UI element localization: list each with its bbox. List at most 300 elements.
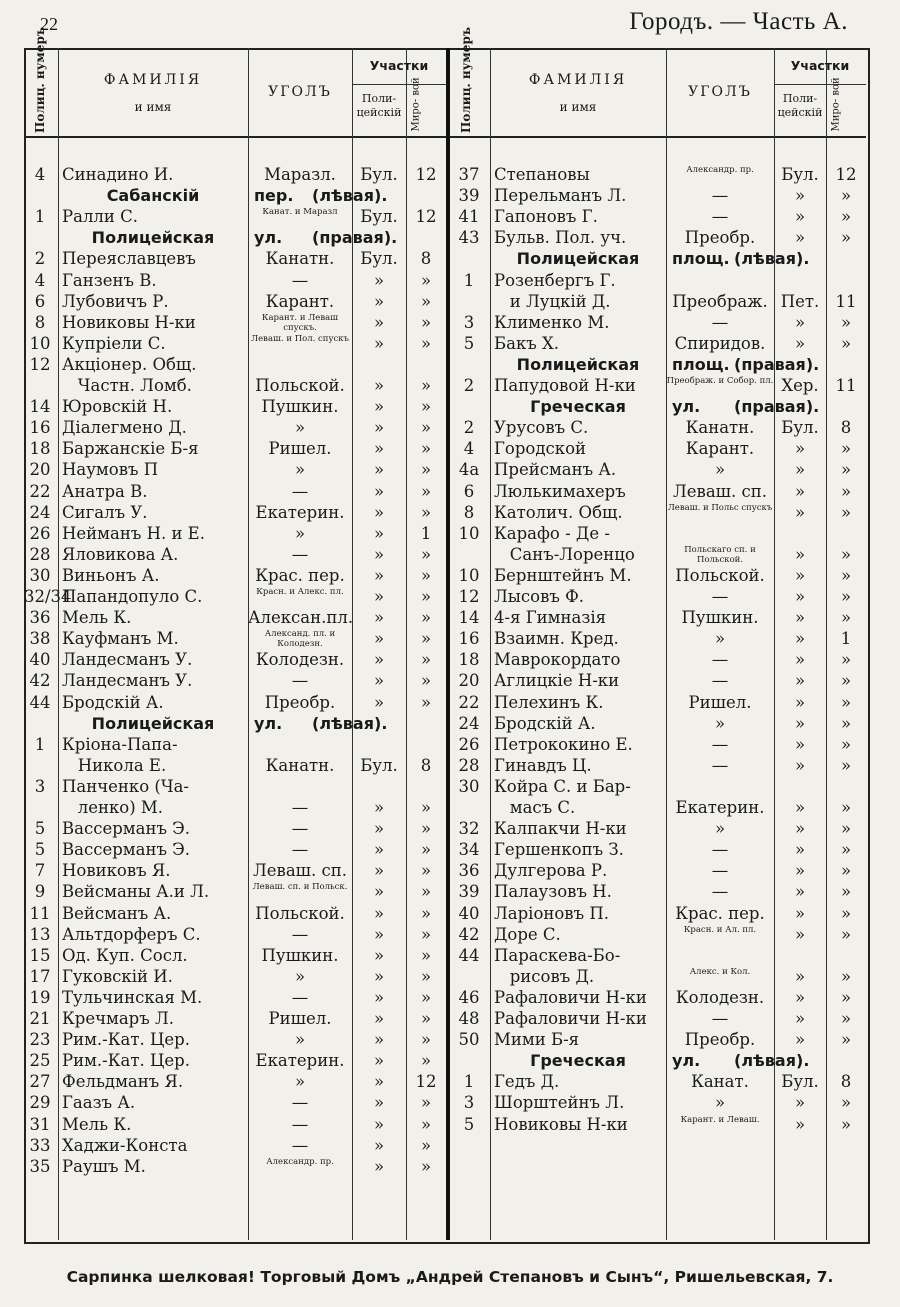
magistrate-district: » — [840, 460, 852, 479]
table-row — [0, 565, 900, 587]
section-side: (лѣвая). — [312, 714, 388, 733]
corner-street: Карант. и Леваш спускъ. — [261, 313, 339, 333]
police-district: » — [373, 882, 385, 901]
corner-street: — — [711, 861, 729, 880]
owner-name: Діалегмено Д. — [62, 418, 187, 437]
magistrate-district: » — [840, 482, 852, 501]
house-number: 33 — [29, 1136, 51, 1155]
police-district: » — [373, 608, 385, 627]
house-number: 4а — [458, 460, 480, 479]
table-row — [0, 291, 900, 313]
owner-name: Бульв. Пол. уч. — [494, 228, 627, 247]
table-row — [0, 818, 900, 840]
table-row — [0, 1092, 900, 1114]
police-district: Бул. — [781, 1072, 819, 1091]
magistrate-district: » — [420, 840, 432, 859]
table-row — [0, 1135, 900, 1157]
table-row — [0, 312, 900, 334]
police-district: Бул. — [781, 165, 819, 184]
magistrate-district: » — [420, 566, 432, 585]
police-district: » — [794, 503, 806, 522]
house-number: 1 — [463, 271, 475, 290]
owner-name: Городской — [494, 439, 586, 458]
owner-name: Сигалъ У. — [62, 503, 148, 522]
right-uchastki-rule — [774, 84, 866, 85]
police-district: » — [373, 271, 385, 290]
police-district: » — [794, 840, 806, 859]
corner-street: Крас. пер. — [675, 904, 765, 923]
section-side: (правая). — [312, 228, 398, 247]
right-header-police: Поли- цейскій — [777, 92, 823, 119]
magistrate-district: 12 — [415, 207, 437, 226]
owner-name: Рафаловичи Н-ки — [494, 1009, 647, 1028]
house-number: 25 — [29, 1051, 51, 1070]
police-district: » — [373, 1030, 385, 1049]
section-side: (лѣвая). — [312, 186, 388, 205]
magistrate-district: » — [420, 946, 432, 965]
police-district: » — [373, 587, 385, 606]
police-district: » — [373, 693, 385, 712]
corner-street: Канатн. — [685, 418, 755, 437]
owner-name: Нейманъ Н. и Е. — [62, 524, 205, 543]
police-district: » — [373, 904, 385, 923]
magistrate-district: » — [840, 439, 852, 458]
owner-name: Купріели С. — [62, 334, 166, 353]
owner-name: Параскева-Бо- — [494, 946, 621, 965]
corner-street: — — [711, 882, 729, 901]
house-number: 5 — [34, 840, 46, 859]
corner-street: Пушкин. — [261, 397, 339, 416]
magistrate-district: » — [420, 1115, 432, 1134]
police-district: » — [794, 1009, 806, 1028]
owner-name: Мель К. — [62, 608, 132, 627]
table-row — [0, 692, 900, 714]
table-row — [0, 1156, 900, 1178]
table-row — [0, 734, 900, 756]
owner-name: Палаузовъ Н. — [494, 882, 612, 901]
police-district: » — [373, 650, 385, 669]
table-row — [0, 1071, 900, 1093]
corner-street: Ришел. — [268, 1009, 332, 1028]
house-number: 14 — [458, 608, 480, 627]
owner-name: Степановы — [494, 165, 590, 184]
left-header-police: Поли- цейскій — [356, 92, 402, 119]
house-number: 5 — [34, 819, 46, 838]
table-row — [0, 523, 900, 545]
house-number: 16 — [29, 418, 51, 437]
table-row — [0, 649, 900, 671]
magistrate-district: » — [420, 904, 432, 923]
police-district: Бул. — [360, 249, 398, 268]
magistrate-district: » — [840, 186, 852, 205]
house-number: 19 — [29, 988, 51, 1007]
section-street: Полицейская — [516, 249, 640, 268]
magistrate-district: » — [420, 292, 432, 311]
house-number: 26 — [29, 524, 51, 543]
police-district: » — [373, 460, 385, 479]
magistrate-district: 12 — [835, 165, 857, 184]
police-district: » — [373, 376, 385, 395]
owner-name: Шорштейнъ Л. — [494, 1093, 625, 1112]
owner-name: Гинавдъ Ц. — [494, 756, 592, 775]
magistrate-district: » — [420, 819, 432, 838]
footer-advert: Сарпинка шелковая! Торговый Домъ „Андрей Степановъ и Сынъ“, Ришельевская, 7. — [66, 1268, 834, 1286]
owner-name: Бернштейнъ М. — [494, 566, 632, 585]
magistrate-district: » — [420, 376, 432, 395]
magistrate-district: » — [840, 207, 852, 226]
owner-name: Гуковскій И. — [62, 967, 173, 986]
house-number: 42 — [458, 925, 480, 944]
police-district: » — [794, 988, 806, 1007]
table-row — [0, 544, 900, 566]
section-type: площ. — [672, 249, 730, 268]
police-district: Бул. — [360, 207, 398, 226]
house-number: 35 — [29, 1157, 51, 1176]
corner-street: » — [714, 714, 726, 733]
owner-name: ленко) М. — [62, 798, 164, 817]
police-district: » — [373, 1136, 385, 1155]
owner-name: Яловикова А. — [62, 545, 179, 564]
section-type: площ. — [672, 355, 730, 374]
police-district: » — [794, 439, 806, 458]
corner-street: Екатерин. — [675, 798, 765, 817]
police-district: » — [373, 819, 385, 838]
corner-street: » — [294, 967, 306, 986]
owner-name: Санъ-Лоренцо — [494, 545, 635, 564]
corner-street: Леваш. и Пол. спускъ — [251, 334, 349, 344]
house-number: 5 — [463, 1115, 475, 1134]
owner-name: Люлькимахеръ — [494, 482, 626, 501]
corner-street: — — [291, 925, 309, 944]
section-type: ул. — [672, 1051, 701, 1070]
police-district: » — [794, 587, 806, 606]
house-number: 24 — [29, 503, 51, 522]
owner-name: 4-я Гимназія — [494, 608, 607, 627]
owner-name: масъ С. — [494, 798, 576, 817]
corner-street: Карант. — [685, 439, 755, 458]
section-side: (правая). — [734, 397, 820, 416]
corner-street: — — [711, 313, 729, 332]
section-type: ул. — [254, 714, 283, 733]
house-number: 17 — [29, 967, 51, 986]
section-street: Полицейская — [516, 355, 640, 374]
police-district: » — [794, 798, 806, 817]
corner-street: — — [711, 650, 729, 669]
magistrate-district: » — [420, 671, 432, 690]
house-number: 4 — [463, 439, 475, 458]
police-district: » — [794, 714, 806, 733]
house-number: 22 — [29, 482, 51, 501]
house-number: 8 — [34, 313, 46, 332]
magistrate-district: » — [420, 418, 432, 437]
corner-street: Карант. и Леваш. — [680, 1115, 760, 1125]
house-number: 4 — [34, 271, 46, 290]
police-district: » — [794, 1030, 806, 1049]
table-row — [0, 670, 900, 692]
corner-street: Красн. и Ал. пл. — [683, 925, 757, 935]
police-district: » — [794, 207, 806, 226]
police-district: » — [794, 735, 806, 754]
police-district: » — [794, 1093, 806, 1112]
magistrate-district: » — [840, 988, 852, 1007]
owner-name: Акціонер. Общ. — [62, 355, 197, 374]
running-head: Городъ. — Часть А. — [629, 8, 848, 35]
magistrate-district: » — [840, 545, 852, 564]
corner-street: — — [711, 186, 729, 205]
magistrate-district: » — [840, 693, 852, 712]
house-number: 2 — [463, 376, 475, 395]
police-district: » — [373, 1093, 385, 1112]
corner-street: Александр. пр. — [266, 1157, 334, 1167]
house-number: 41 — [458, 207, 480, 226]
corner-street: » — [294, 460, 306, 479]
house-number: 39 — [458, 186, 480, 205]
corner-street: Канат. и Маразл — [262, 207, 338, 217]
owner-name: Ландесманъ У. — [62, 650, 193, 669]
corner-street: Пушкин. — [261, 946, 339, 965]
magistrate-district: 1 — [420, 524, 432, 543]
corner-street: Красн. и Алекс. пл. — [256, 587, 344, 597]
section-heading — [0, 1050, 900, 1072]
corner-street: Преобр. — [264, 693, 336, 712]
owner-name: Вейсманъ А. — [62, 904, 172, 923]
police-district: » — [373, 861, 385, 880]
table-row — [0, 987, 900, 1009]
owner-name: Новиковы Н-ки — [62, 313, 196, 332]
owner-name: Рим.-Кат. Цер. — [62, 1030, 190, 1049]
corner-street: — — [711, 840, 729, 859]
house-number: 50 — [458, 1030, 480, 1049]
police-district: » — [794, 460, 806, 479]
corner-street: — — [711, 587, 729, 606]
police-district: » — [373, 988, 385, 1007]
magistrate-district: » — [420, 608, 432, 627]
left-header-number: Полиц. нумеръ — [33, 26, 47, 133]
owner-name: Мими Б-я — [494, 1030, 580, 1049]
magistrate-district: » — [420, 460, 432, 479]
corner-street: Екатерин. — [255, 503, 345, 522]
police-district: Пет. — [780, 292, 820, 311]
owner-name: Рим.-Кат. Цер. — [62, 1051, 190, 1070]
house-number: 5 — [463, 334, 475, 353]
corner-street: — — [711, 671, 729, 690]
corner-street: » — [294, 1072, 306, 1091]
table-row — [0, 860, 900, 882]
police-district: » — [794, 629, 806, 648]
magistrate-district: 8 — [420, 249, 432, 268]
police-district: Бул. — [360, 165, 398, 184]
owner-name: Карафо - Де - — [494, 524, 610, 543]
magistrate-district: » — [420, 1009, 432, 1028]
magistrate-district: » — [420, 798, 432, 817]
police-district: » — [373, 313, 385, 332]
section-street: Греческая — [530, 397, 626, 416]
corner-street: Преображ. — [672, 292, 768, 311]
police-district: » — [373, 1051, 385, 1070]
police-district: » — [373, 925, 385, 944]
police-district: » — [373, 798, 385, 817]
magistrate-district: » — [420, 587, 432, 606]
section-street: Полицейская — [91, 228, 215, 247]
house-number: 46 — [458, 988, 480, 1007]
magistrate-district: » — [840, 798, 852, 817]
police-district: » — [794, 756, 806, 775]
page-number: 22 — [40, 14, 58, 34]
owner-name: и Луцкій Д. — [494, 292, 611, 311]
house-number: 1 — [463, 1072, 475, 1091]
owner-name: Пелехинъ К. — [494, 693, 604, 712]
owner-name: Папудовой Н-ки — [494, 376, 636, 395]
corner-street: Леваш. сп. — [673, 482, 767, 501]
police-district: » — [373, 503, 385, 522]
table-row — [0, 459, 900, 481]
magistrate-district: » — [420, 503, 432, 522]
corner-street: » — [714, 1093, 726, 1112]
owner-name: Петрококино Е. — [494, 735, 633, 754]
house-number: 2 — [34, 249, 46, 268]
owner-name: Дулгерова Р. — [494, 861, 608, 880]
left-uchastki-rule — [352, 84, 446, 85]
house-number: 32 — [458, 819, 480, 838]
police-district: » — [373, 292, 385, 311]
right-header-surname: ФАМИЛІЯ — [528, 72, 628, 88]
police-district: » — [794, 545, 806, 564]
table-row — [0, 945, 900, 967]
magistrate-district: » — [840, 608, 852, 627]
section-heading — [0, 396, 900, 418]
magistrate-district: » — [420, 334, 432, 353]
magistrate-district: » — [420, 650, 432, 669]
owner-name: Кречмаръ Л. — [62, 1009, 174, 1028]
house-number: 2 — [463, 418, 475, 437]
corner-street: Екатерин. — [255, 1051, 345, 1070]
house-number: 3 — [463, 1093, 475, 1112]
corner-street: — — [291, 271, 309, 290]
section-type: ул. — [254, 228, 283, 247]
house-number: 24 — [458, 714, 480, 733]
table-row — [0, 881, 900, 903]
owner-name: Альтдорферъ С. — [62, 925, 201, 944]
section-heading — [0, 248, 900, 270]
magistrate-district: 12 — [415, 165, 437, 184]
house-number: 29 — [29, 1093, 51, 1112]
owner-name: Частн. Ломб. — [62, 376, 192, 395]
police-district: » — [373, 1157, 385, 1176]
owner-name: Никола Е. — [62, 756, 167, 775]
owner-name: Ландесманъ У. — [62, 671, 193, 690]
owner-name: Вейсманы А.и Л. — [62, 882, 210, 901]
owner-name: Ралли С. — [62, 207, 139, 226]
corner-street: Леваш. сп. — [253, 861, 347, 880]
corner-street: » — [294, 524, 306, 543]
corner-street: Преобр. — [684, 228, 756, 247]
section-side: (лѣвая). — [734, 249, 810, 268]
table-row — [0, 270, 900, 292]
house-number: 36 — [29, 608, 51, 627]
house-number: 32/34 — [24, 587, 72, 606]
owner-name: Католич. Общ. — [494, 503, 623, 522]
police-district: » — [373, 1009, 385, 1028]
magistrate-district: » — [840, 1030, 852, 1049]
police-district: » — [373, 840, 385, 859]
table-row — [0, 628, 900, 650]
police-district: Хер. — [781, 376, 819, 395]
owner-name: Тульчинская М. — [62, 988, 203, 1007]
magistrate-district: 8 — [840, 1072, 852, 1091]
police-district: » — [794, 925, 806, 944]
owner-name: Кріона-Папа- — [62, 735, 178, 754]
magistrate-district: » — [840, 925, 852, 944]
magistrate-district: » — [840, 1115, 852, 1134]
magistrate-district: » — [840, 1009, 852, 1028]
corner-street: Спиридов. — [674, 334, 766, 353]
corner-street: Пушкин. — [681, 608, 759, 627]
magistrate-district: » — [840, 967, 852, 986]
police-district: » — [794, 650, 806, 669]
corner-street: Канатн. — [265, 249, 335, 268]
magistrate-district: » — [420, 313, 432, 332]
owner-name: Папандопуло С. — [62, 587, 203, 606]
house-number: 43 — [458, 228, 480, 247]
owner-name: Аглицкіе Н-ки — [494, 671, 620, 690]
table-row — [0, 586, 900, 608]
house-number: 42 — [29, 671, 51, 690]
owner-name: Хаджи-Конста — [62, 1136, 188, 1155]
house-number: 21 — [29, 1009, 51, 1028]
corner-street: » — [294, 1030, 306, 1049]
corner-street: Преобр. — [684, 1030, 756, 1049]
house-number: 6 — [34, 292, 46, 311]
magistrate-district: » — [840, 228, 852, 247]
table-row — [0, 375, 900, 397]
left-header-corner: УГОЛЪ — [268, 84, 332, 100]
right-header-districts: Участки — [790, 58, 850, 73]
corner-street: Карант. — [265, 292, 335, 311]
magistrate-district: » — [420, 1157, 432, 1176]
owner-name: Гедъ Д. — [494, 1072, 560, 1091]
table-row — [0, 438, 900, 460]
police-district: » — [373, 671, 385, 690]
table-row — [0, 185, 900, 207]
table-row — [0, 966, 900, 988]
magistrate-district: 11 — [835, 376, 857, 395]
corner-street: Польской. — [255, 904, 345, 923]
police-district: » — [794, 186, 806, 205]
police-district: » — [373, 1072, 385, 1091]
owner-name: Баржанскіе Б-я — [62, 439, 199, 458]
owner-name: Взаимн. Кред. — [494, 629, 619, 648]
owner-name: Новиковы Н-ки — [494, 1115, 628, 1134]
magistrate-district: 8 — [420, 756, 432, 775]
police-district: » — [373, 1115, 385, 1134]
magistrate-district: » — [840, 714, 852, 733]
corner-street: Колодезн. — [675, 988, 765, 1007]
house-number: 28 — [458, 756, 480, 775]
owner-name: Доре С. — [494, 925, 561, 944]
owner-name: Вассерманъ Э. — [62, 840, 191, 859]
house-number: 12 — [29, 355, 51, 374]
corner-street: Канатн. — [265, 756, 335, 775]
magistrate-district: » — [420, 925, 432, 944]
table-row — [0, 1114, 900, 1136]
corner-street: » — [714, 460, 726, 479]
house-number: 7 — [34, 861, 46, 880]
table-row — [0, 1008, 900, 1030]
house-number: 22 — [458, 693, 480, 712]
owner-name: Урусовъ С. — [494, 418, 589, 437]
corner-street: — — [711, 735, 729, 754]
magistrate-district: » — [840, 334, 852, 353]
